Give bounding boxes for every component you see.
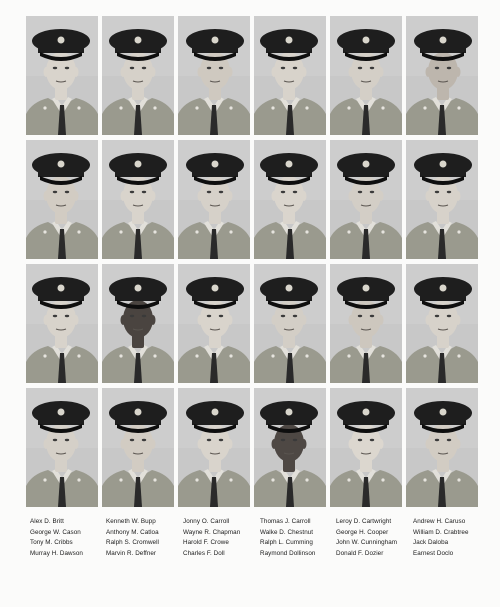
name-entry: Andrew H. Caruso bbox=[413, 518, 466, 525]
name-entry: Anthony M. Catloa bbox=[106, 528, 159, 536]
name-entry: Donald F. Dozier bbox=[336, 549, 384, 557]
name-entry: Alex D. Britt bbox=[30, 518, 64, 525]
portrait-photo bbox=[406, 388, 478, 507]
portrait-photo bbox=[178, 16, 250, 135]
portrait-photo bbox=[26, 264, 98, 383]
name-entry: Marvin R. Deffner bbox=[106, 549, 157, 557]
name-entry: Charles F. Doll bbox=[183, 549, 225, 557]
name-entry: Jack Daloba bbox=[413, 539, 449, 546]
portrait-photo bbox=[330, 16, 402, 135]
name-entry: Tony M. Cribbs bbox=[30, 539, 73, 546]
portrait-photo bbox=[178, 140, 250, 259]
name-entry: Murray H. Dawson bbox=[30, 549, 83, 557]
name-entry: Earnest Doclo bbox=[413, 549, 454, 557]
name-entry: Leroy D. Cartwright bbox=[336, 518, 392, 525]
portrait-photo bbox=[406, 140, 478, 259]
portrait-photo bbox=[254, 140, 326, 259]
name-entry: Walke D. Chestnut bbox=[260, 528, 314, 536]
portrait-photo bbox=[102, 264, 174, 383]
name-column-5 bbox=[336, 517, 413, 559]
name-entry: Ralph S. Cromwell bbox=[106, 539, 159, 546]
name-entry: George H. Cooper bbox=[336, 528, 389, 536]
name-entry: Ralph L. Cumming bbox=[260, 539, 313, 546]
portrait-photo bbox=[26, 140, 98, 259]
portrait-photo bbox=[330, 388, 402, 507]
portrait-photo bbox=[254, 264, 326, 383]
name-entry: Harold F. Crowe bbox=[183, 539, 229, 546]
name-entry: Kenneth W. Bupp bbox=[106, 518, 156, 525]
name-column-6 bbox=[413, 517, 483, 559]
portrait-photo bbox=[26, 388, 98, 507]
name-column-4 bbox=[260, 517, 336, 559]
portrait-photo bbox=[330, 264, 402, 383]
name-entry: Wayne R. Chapman bbox=[183, 528, 241, 536]
name-entry: John W. Cunningham bbox=[336, 539, 398, 546]
portrait-photo bbox=[406, 16, 478, 135]
portrait-photo bbox=[406, 264, 478, 383]
portrait-photo bbox=[254, 16, 326, 135]
portrait-photo bbox=[330, 140, 402, 259]
name-column-3 bbox=[183, 517, 260, 559]
name-entry: Jonny O. Carroll bbox=[183, 518, 230, 525]
portrait-photo bbox=[254, 388, 326, 507]
portrait-photo bbox=[102, 16, 174, 135]
name-entry: Raymond Dollinson bbox=[260, 549, 316, 557]
portrait-photo bbox=[178, 388, 250, 507]
name-entry: George W. Cason bbox=[30, 528, 81, 536]
portrait-photo bbox=[26, 16, 98, 135]
portrait-photo bbox=[102, 140, 174, 259]
portrait-photo bbox=[102, 388, 174, 507]
name-list bbox=[30, 517, 480, 559]
portrait-photo bbox=[178, 264, 250, 383]
name-entry: William D. Crabtree bbox=[413, 528, 469, 536]
name-entry: Thomas J. Carroll bbox=[260, 518, 311, 525]
portrait-grid bbox=[26, 16, 478, 507]
name-column-1 bbox=[30, 517, 106, 559]
name-column-2 bbox=[106, 517, 183, 559]
